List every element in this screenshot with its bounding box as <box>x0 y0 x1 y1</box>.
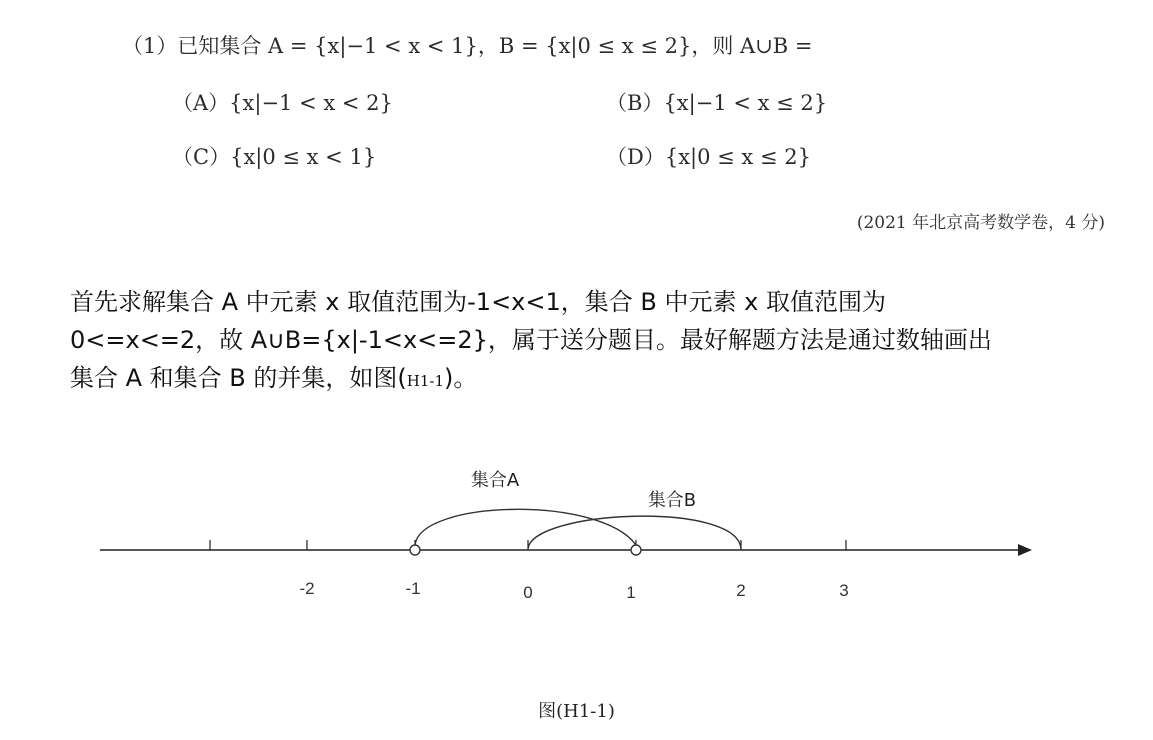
figure-reference: H1-1 <box>406 372 445 390</box>
tick-label: 2 <box>736 581 746 600</box>
option-c-label: （C） <box>172 145 231 169</box>
option-b-label: （B） <box>606 91 664 115</box>
set-a-arc <box>415 509 636 545</box>
axis-arrow-icon <box>1018 544 1032 556</box>
explanation-line-3-text: 集合 A 和集合 B 的并集，如图( <box>70 364 407 392</box>
option-b-text: {x|−1 < x ≤ 2} <box>663 91 828 115</box>
option-b <box>606 87 827 117</box>
explanation-line-3-end: )。 <box>444 364 478 392</box>
option-a-text: {x|−1 < x < 2} <box>229 91 393 115</box>
option-d <box>606 141 811 171</box>
tick-label: 1 <box>626 583 636 602</box>
explanation-line-2: 0<=x<=2，故 A∪B={x|-1<x<=2}，属于送分题目。最好解题方法是通过数轴画出 <box>70 326 992 354</box>
option-c-text: {x|0 ≤ x < 1} <box>230 145 377 169</box>
explanation-paragraph <box>70 283 1110 400</box>
tick-label: 3 <box>839 581 849 600</box>
number-line-figure <box>0 440 1153 690</box>
option-a-label: （A） <box>172 91 230 115</box>
set-b-label: 集合B <box>647 490 697 511</box>
tick-label: -2 <box>299 579 315 598</box>
explanation-line-1: 首先求解集合 A 中元素 x 取值范围为-1<x<1，集合 B 中元素 x 取值范围为 <box>70 288 886 316</box>
option-d-text: {x|0 ≤ x ≤ 2} <box>664 145 811 169</box>
option-d-label: （D） <box>606 145 665 169</box>
option-c <box>172 141 376 171</box>
explanation-line-3 <box>70 359 1110 400</box>
tick-label: 0 <box>523 583 533 602</box>
open-endpoint-right <box>631 545 641 555</box>
option-a <box>172 87 393 117</box>
question-stem: （1）已知集合 A = {x|−1 < x < 1}，B = {x|0 ≤ x ≤ 2}，则 A∪B = <box>122 34 813 58</box>
question-source: (2021 年北京高考数学卷，4 分) <box>856 213 1105 233</box>
tick-label: -1 <box>405 579 421 598</box>
set-a-label: 集合A <box>470 470 520 491</box>
figure-caption: 图(H1-1) <box>538 701 615 722</box>
open-endpoint-left <box>410 545 420 555</box>
